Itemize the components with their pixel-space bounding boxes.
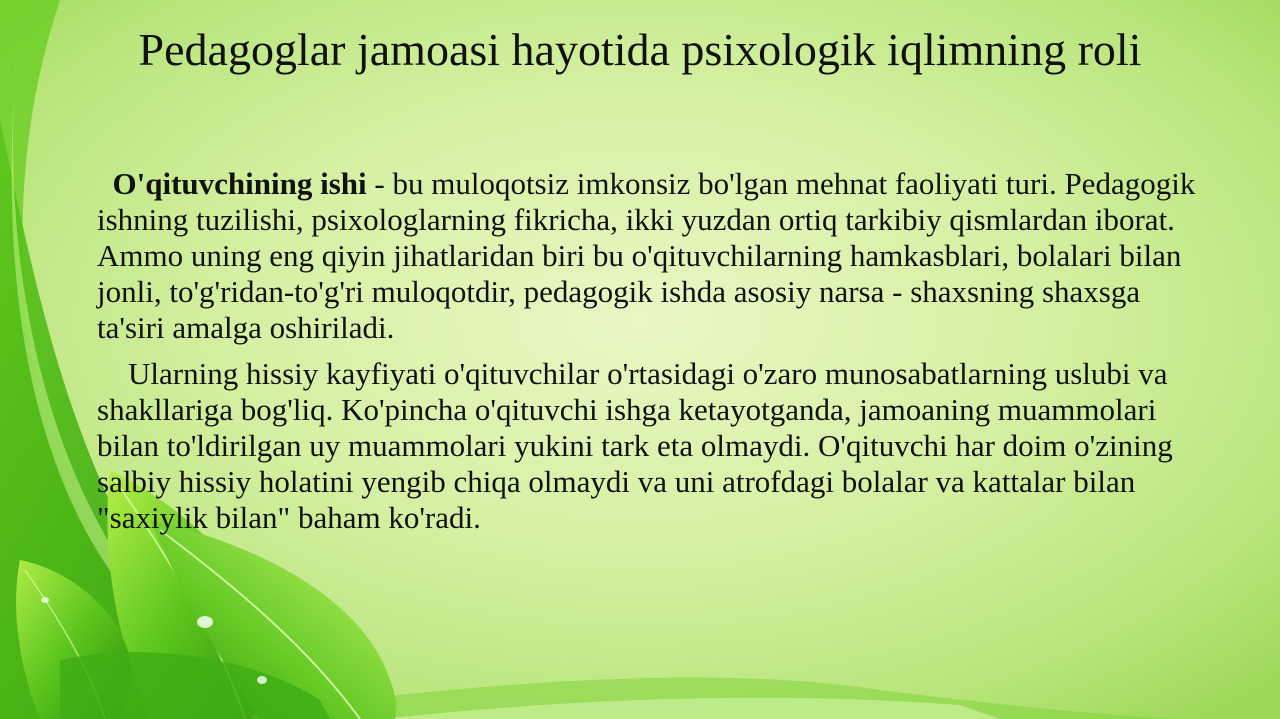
slide-body: [97, 166, 1204, 536]
paragraph-1-text: - bu muloqotsiz imkonsiz bo'lgan mehnat faoliyati turi. Pedagogik ishning tuzilishi, psixologlarning fikricha, ikki yuzdan ortiq tarkibiy qismlardan iborat. Ammo uning eng qiyin jihatlaridan biri bu o'qituvchilarning hamkasblari, bolalari bilan jonli, to'g'ridan-to'g'ri muloqotdir, pedagogik ishda asosiy narsa - shaxsning shaxsga ta'siri amalga oshiriladi.: [97, 166, 1204, 345]
dew-drop: [257, 676, 267, 684]
paragraph-2-text: Ularning hissiy kayfiyati o'qituvchilar o'rtasidagi o'zaro munosabatlarning uslubi va shakllariga bog'liq. Ko'pincha o'qituvchi ishga ketayotganda, jamoaning muammolari bilan to'ldirilgan uy muammolari yukini tark eta olmaydi. O'qituvchi har doim o'zining salbiy hissiy holatini yengib chiqa olmaydi va uni atrofdagi bolalar va kattalar bilan "saxiylik bilan" baham ko'radi.: [97, 356, 1181, 535]
paragraph-1-bold-lead: O'qituvchining ishi: [112, 166, 367, 201]
dew-drop: [197, 616, 213, 628]
slide-title: Pedagoglar jamoasi hayotida psixologik iqlimning roli: [138, 24, 1142, 75]
paragraph-1: [97, 166, 1204, 346]
dew-drop: [41, 597, 49, 603]
paragraph-2: [97, 356, 1197, 536]
